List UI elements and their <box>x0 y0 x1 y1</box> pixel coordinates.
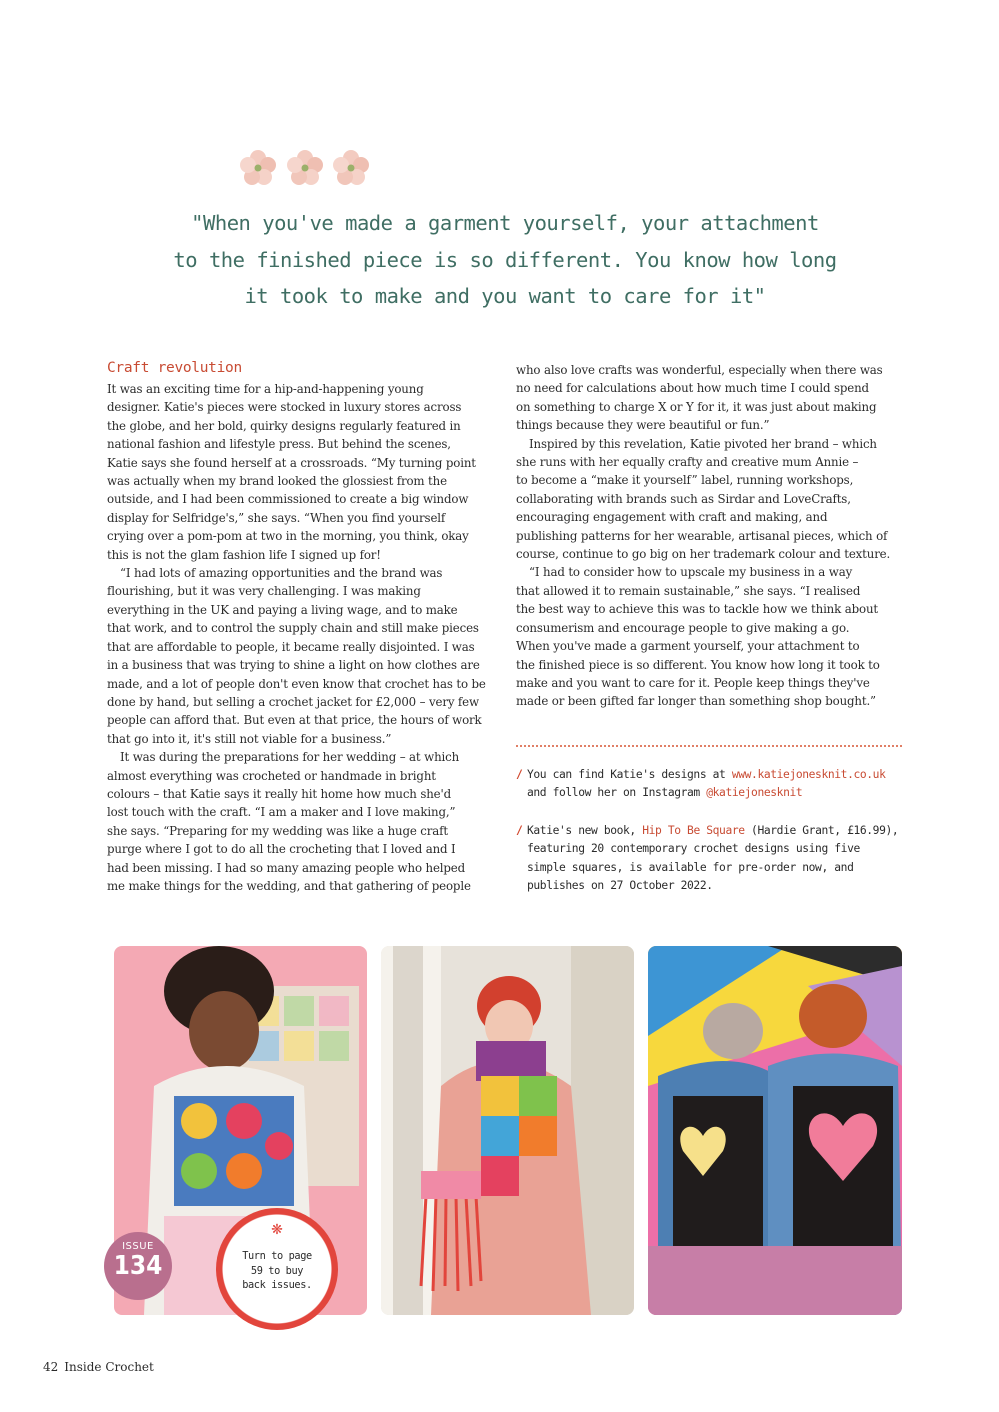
back-issues-badge[interactable] <box>216 1208 338 1330</box>
article-line: crying over a pom-pom at two in the morning, you think, okay <box>107 529 469 544</box>
article-line: make and you want to care for it. People keep things they've <box>516 675 870 690</box>
article-line: made or been gifted far longer than something shop bought.” <box>516 694 876 709</box>
article-line: almost everything was crocheted or handmade in bright <box>107 768 436 783</box>
badge-line: back issues. <box>242 1279 312 1291</box>
article-right-column <box>516 361 908 711</box>
issue-label: ISSUE <box>122 1241 154 1252</box>
article-line: Inspired by this revelation, Katie pivoted her brand – which <box>529 436 877 451</box>
info-text: (Hardie Grant, £16.99), <box>744 824 899 837</box>
article-line: had been missing. I had so many amazing people who helped <box>107 860 466 875</box>
photo-crochet-scarf <box>381 946 634 1315</box>
flower-icon <box>240 150 276 185</box>
pull-quote <box>140 205 870 315</box>
pull-quote-line: to the finished piece is so different. You know how long <box>173 247 837 272</box>
magazine-name: Inside Crochet <box>64 1360 154 1374</box>
article-line: that go into it, it's still not viable for a business.” <box>107 731 392 746</box>
issue-badge <box>104 1232 172 1300</box>
article-line: the best way to achieve this was to tackle how we think about <box>516 602 879 617</box>
info-text: simple squares, is available for pre-order now, and <box>527 860 854 874</box>
article-line: publishing patterns for her wearable, artisanal pieces, which of <box>516 528 888 543</box>
article-line: outside, and I had been commissioned to create a big window <box>107 492 469 507</box>
article-line: no need for calculations about how much time I could spend <box>516 381 869 396</box>
article-line: me make things for the wedding, and that gathering of people <box>107 878 471 893</box>
page-number: 42 <box>43 1360 59 1374</box>
article-line: display for Selfridge's,” she says. “When you find yourself <box>107 510 446 525</box>
website-link[interactable]: www.katiejonesknit.co.uk <box>731 768 886 781</box>
info-item-designs <box>516 766 906 803</box>
article-line: encouraging engagement with craft and making, and <box>516 510 828 525</box>
article-line: that work, and to control the supply chain and still make pieces <box>107 621 479 636</box>
section-heading: Craft revolution <box>107 360 242 376</box>
photo-crochet-jackets <box>648 946 902 1315</box>
info-text: You can find Katie's designs at <box>527 768 732 781</box>
article-line: that allowed it to remain sustainable,” she says. “I realised <box>516 583 861 598</box>
article-line: lost touch with the craft. “I am a maker and I love making,” <box>107 805 456 820</box>
info-text: publishes on 27 October 2022. <box>527 879 713 893</box>
article-line: in a business that was trying to shine a light on how clothes are <box>107 658 480 673</box>
article-line: was actually when my brand looked the glossiest from the <box>107 474 447 489</box>
article-line: done by hand, but selling a crochet jacket for £2,000 – very few <box>107 694 479 709</box>
badge-line: 59 to buy <box>250 1264 304 1277</box>
article-line: people can afford that. But even at that price, the hours of work <box>107 713 482 728</box>
article-line: to become a “make it yourself” label, running workshops, <box>516 473 854 488</box>
article-line: the finished piece is so different. You know how long it took to <box>516 657 880 672</box>
issue-number: 134 <box>113 1251 163 1281</box>
article-line: “I had lots of amazing opportunities and the brand was <box>120 566 443 581</box>
article-line: national fashion and lifestyle press. But behind the scenes, <box>107 437 451 452</box>
flower-icon <box>333 150 369 185</box>
info-text: Katie's new book, <box>527 824 643 837</box>
article-line: she says. “Preparing for my wedding was like a huge craft <box>107 823 448 838</box>
dotted-divider <box>516 745 902 747</box>
article-line: Katie says she found herself at a crossroads. “My turning point <box>107 455 476 470</box>
article-line: course, continue to go big on her trademark colour and texture. <box>516 547 891 562</box>
article-line: colours – that Katie says it really hit home how much she'd <box>107 786 452 801</box>
article-line: It was an exciting time for a hip-and-happening young <box>107 382 424 396</box>
article-line: things because they were beautiful or fun.” <box>516 418 770 433</box>
article-line: she runs with her equally crafty and creative mum Annie – <box>516 455 859 470</box>
article-line: who also love crafts was wonderful, especially when there was <box>516 363 883 377</box>
article-line: collaborating with brands such as Sirdar and LoveCrafts, <box>516 491 851 506</box>
flower-decoration <box>238 146 373 190</box>
article-line: that are affordable to people, it became really disjointed. I was <box>107 639 475 654</box>
slash-bullet: / <box>516 768 523 781</box>
book-title: Hip To Be Square <box>642 824 745 837</box>
slash-bullet: / <box>516 824 523 837</box>
badge-line: Turn to page <box>242 1250 312 1262</box>
article-line: consumerism and encourage people to give making a go. <box>516 620 850 635</box>
article-line: this is not the glam fashion life I signed up for! <box>107 547 381 562</box>
article-line: It was during the preparations for her wedding – at which <box>120 750 460 765</box>
page-footer <box>43 1360 154 1374</box>
article-line: flourishing, but it was very challenging. I was making <box>107 584 421 599</box>
article-line: purge where I got to do all the crocheting that I loved and I <box>107 842 456 857</box>
article-line: When you've made a garment yourself, your attachment to <box>516 639 860 654</box>
pull-quote-line: it took to make and you want to care for it" <box>244 284 766 308</box>
asterisk-icon: ❋ <box>271 1222 283 1238</box>
article-line: the globe, and her bold, quirky designs regularly featured in <box>107 418 461 433</box>
article-line: made, and a lot of people don't even know that crochet has to be <box>107 676 486 691</box>
article-line: everything in the UK and paying a living wage, and to make <box>107 602 458 617</box>
info-text: and follow her on Instagram <box>527 786 707 800</box>
article-left-column <box>107 358 495 895</box>
article-line: “I had to consider how to upscale my business in a way <box>529 565 853 580</box>
info-item-book <box>516 822 906 896</box>
info-text: featuring 20 contemporary crochet designs using five <box>527 842 860 856</box>
article-line: on something to charge X or Y for it, it was just about making <box>516 399 877 414</box>
flower-icon <box>287 150 323 185</box>
article-line: designer. Katie's pieces were stocked in luxury stores across <box>107 400 462 415</box>
instagram-link[interactable]: @katiejonesknit <box>706 786 803 800</box>
pull-quote-line: "When you've made a garment yourself, your attachment <box>191 211 819 235</box>
